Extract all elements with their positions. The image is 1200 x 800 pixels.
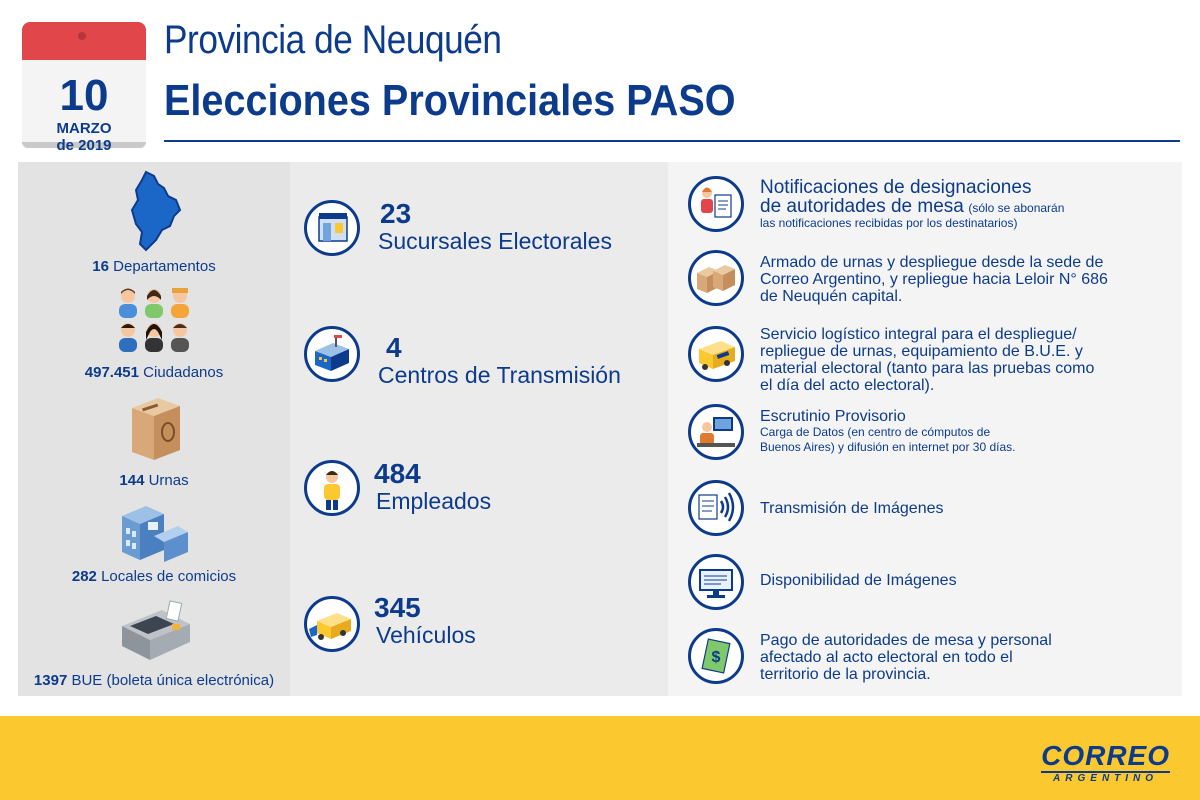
mid-stats-panel (290, 162, 668, 696)
correo-argentino-logo: CORREO ARGENTINO (1041, 740, 1170, 784)
service-escrutinio: Escrutinio Provisorio Carga de Datos (en centro de cómputos de Buenos Aires) y difusión en internet por 30 días. (760, 408, 1016, 454)
stat-vehiculos-value: 345 (374, 592, 421, 623)
stat-vehiculos-label: Vehículos (376, 622, 476, 648)
service-notificaciones: Notificaciones de designaciones de autoridades de mesa (sólo se abonarán las notificaciones recibidas por los destinatarios) (760, 177, 1065, 230)
citizens-icon (114, 286, 196, 358)
ballot-box-icon (128, 394, 184, 462)
service-logistico: Servicio logístico integral para el despliegue/ repliegue de urnas, equipamiento de B.U.E. y material electoral (tanto para las pruebas como el día del acto electoral). (760, 326, 1095, 394)
stat-ciudadanos: 497.451 Ciudadanos (84, 364, 224, 381)
footer-bar (0, 716, 1200, 800)
stat-empleados-label: Empleados (376, 488, 492, 514)
post-office-icon (304, 200, 360, 256)
title-divider (164, 140, 1180, 142)
service-armado-urnas: Armado de urnas y despliegue desde la sede de Correo Argentino, y repliegue hacia Leloir N° 686 de Neuquén capital. (760, 254, 1108, 305)
service-disponibilidad-imagenes: Disponibilidad de Imágenes (760, 572, 957, 589)
service-pago-autoridades: Pago de autoridades de mesa y personal afectado al acto electoral en todo el territorio de la provincia. (760, 632, 1052, 683)
notification-icon (688, 176, 744, 232)
stat-centros-label: Centros de Transmisión (378, 362, 621, 388)
image-transmission-icon (688, 480, 744, 536)
boxes-icon (688, 250, 744, 306)
stat-centros-value: 4 (386, 332, 402, 363)
calendar-top (22, 22, 146, 60)
polling-building-icon (118, 498, 190, 566)
stat-locales: 282 Locales de comicios (71, 568, 237, 585)
payment-icon (688, 628, 744, 684)
left-stats-panel (18, 162, 290, 696)
stat-empleados-value: 484 (374, 458, 421, 489)
services-panel (668, 162, 1182, 696)
data-entry-icon (688, 404, 744, 460)
calendar-month: MARZO (56, 120, 112, 137)
stat-departamentos: 16 Departamentos (92, 258, 216, 275)
voting-machine-icon (116, 598, 196, 666)
svg-text:$: $ (711, 649, 721, 666)
page-subtitle: Elecciones Provinciales PASO (164, 76, 736, 125)
page-title: Provincia de Neuquén (164, 18, 502, 62)
map-neuquen-icon (124, 170, 184, 254)
logistics-truck-icon (688, 326, 744, 382)
stat-sucursales-label: Sucursales Electorales (378, 228, 612, 254)
truck-icon (304, 596, 360, 652)
stat-bue: 1397 BUE (boleta única electrónica) (33, 672, 275, 689)
stat-urnas: 144 Urnas (119, 472, 189, 489)
calendar-badge (22, 22, 146, 154)
stat-sucursales-value: 23 (380, 198, 412, 229)
employee-icon (304, 460, 360, 516)
calendar-year: de 2019 (56, 137, 112, 154)
calendar-day: 10 (59, 71, 109, 120)
calendar-body (22, 60, 146, 154)
monitor-icon (688, 554, 744, 610)
service-transmision-imagenes: Transmisión de Imágenes (760, 500, 944, 517)
transmission-center-icon (304, 326, 360, 382)
